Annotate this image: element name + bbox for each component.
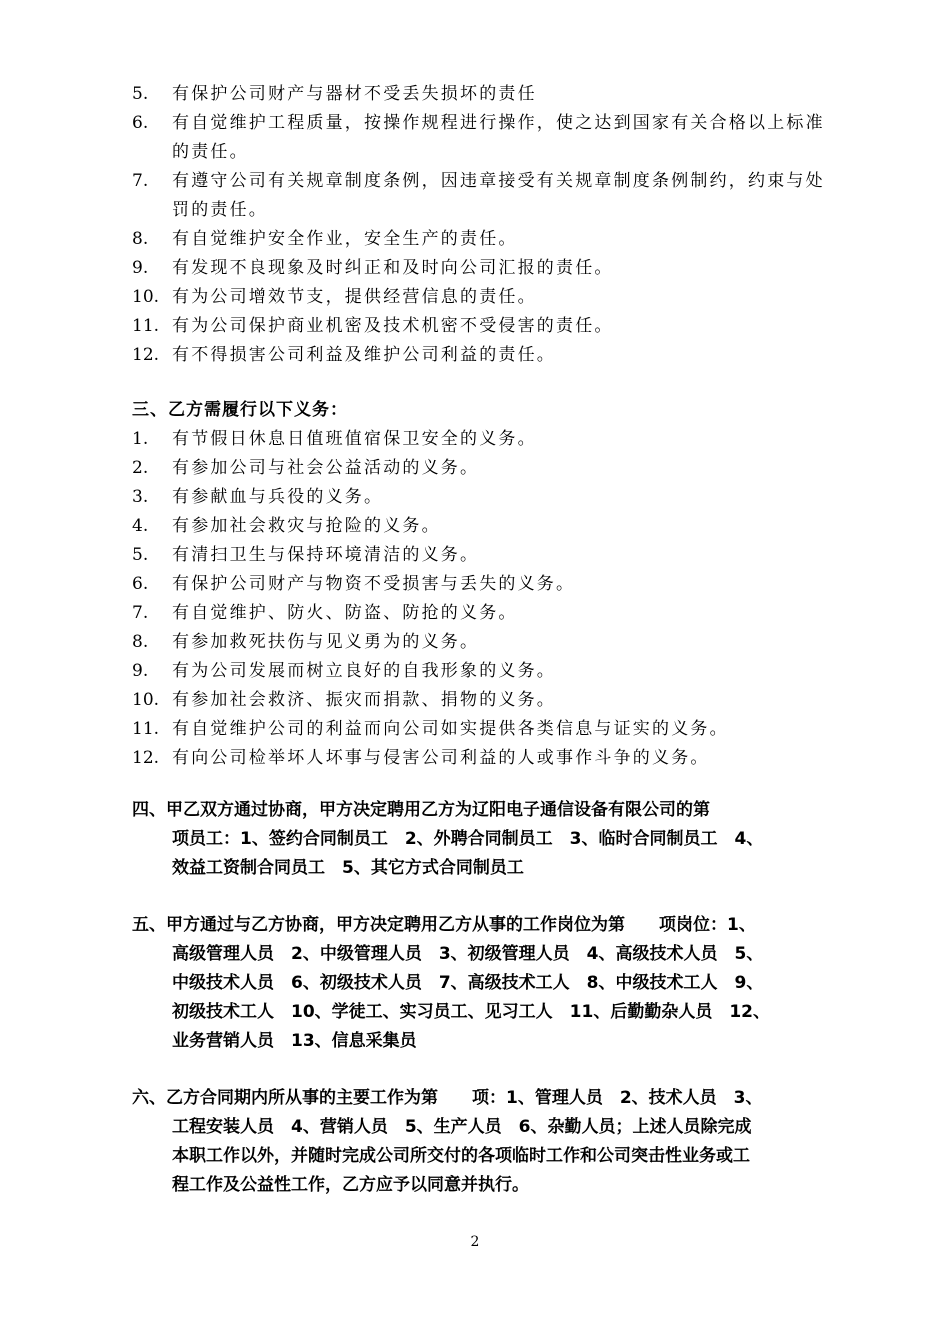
item-text: 有参加救死扶伤与见义勇为的义务。: [172, 632, 480, 652]
list-item: [132, 541, 832, 570]
list-item: [132, 80, 832, 109]
item-number: 8.: [132, 632, 149, 652]
list-item: [132, 109, 832, 167]
item-text: 有参加社会救济、振灾而捐款、捐物的义务。: [172, 690, 556, 710]
item-text: 有自觉维护安全作业，安全生产的责任。: [172, 229, 518, 249]
section-5-line: 业务营销人员 13、信息采集员: [172, 1031, 417, 1051]
list-item: [132, 425, 832, 454]
item-text: 有清扫卫生与保持环境清洁的义务。: [172, 545, 480, 565]
item-text: 有为公司发展而树立良好的自我形象的义务。: [172, 661, 556, 681]
page-number: 2: [470, 1234, 480, 1250]
section-6-line: 工程安装人员 4、营销人员 5、生产人员 6、杂勤人员；上述人员除完成: [172, 1117, 752, 1137]
item-number: 6.: [132, 113, 149, 133]
list-item: [132, 254, 832, 283]
item-text: 有向公司检举坏人坏事与侵害公司利益的人或事作斗争的义务。: [172, 748, 710, 768]
list-item: [132, 312, 832, 341]
list-item: [132, 454, 832, 483]
item-text: 有自觉维护工程质量，按操作规程进行操作，使之达到国家有关合格以上标准的责任。: [172, 113, 825, 162]
item-text: 有自觉维护、防火、防盗、防抢的义务。: [172, 603, 518, 623]
item-number: 8.: [132, 229, 149, 249]
section-5-line: 五、甲方通过与乙方协商，甲方决定聘用乙方从事的工作岗位为第 项岗位：1、: [132, 915, 756, 935]
section-5-paragraph: [132, 911, 826, 1056]
list-item: [132, 570, 832, 599]
list-item: [132, 512, 832, 541]
obligation-list: [132, 425, 832, 773]
item-number: 10.: [132, 690, 160, 710]
item-text: 有不得损害公司利益及维护公司利益的责任。: [172, 345, 556, 365]
section-3-heading: 三、乙方需履行以下义务：: [132, 400, 348, 420]
list-item: [132, 167, 832, 225]
item-text: 有参加社会救灾与抢险的义务。: [172, 516, 441, 536]
item-number: 5.: [132, 545, 149, 565]
section-4-line: 四、甲乙双方通过协商，甲方决定聘用乙方为辽阳电子通信设备有限公司的第: [132, 800, 710, 820]
item-number: 1.: [132, 429, 149, 449]
item-number: 12.: [132, 748, 160, 768]
item-text: 有遵守公司有关规章制度条例，因违章接受有关规章制度条例制约，约束与处罚的责任。: [172, 171, 825, 220]
section-6-paragraph: [132, 1084, 826, 1200]
responsibility-list: [132, 80, 832, 370]
list-item: [132, 715, 832, 744]
list-item: [132, 744, 832, 773]
item-number: 10.: [132, 287, 160, 307]
item-number: 6.: [132, 574, 149, 594]
section-5-line: 高级管理人员 2、中级管理人员 3、初级管理人员 4、高级技术人员 5、: [172, 944, 764, 964]
item-number: 12.: [132, 345, 160, 365]
section-6-line: 本职工作以外，并随时完成公司所交付的各项临时工作和公司突击性业务或工: [172, 1146, 750, 1166]
item-text: 有参加公司与社会公益活动的义务。: [172, 458, 480, 478]
item-text: 有节假日休息日值班值宿保卫安全的义务。: [172, 429, 537, 449]
section-4-line: 效益工资制合同员工 5、其它方式合同制员工: [172, 858, 524, 878]
section-6-line: 程工作及公益性工作，乙方应予以同意并执行。: [172, 1175, 529, 1195]
list-item: [132, 686, 832, 715]
item-number: 4.: [132, 516, 149, 536]
list-item: [132, 483, 832, 512]
item-text: 有参献血与兵役的义务。: [172, 487, 384, 507]
item-text: 有保护公司财产与物资不受损害与丢失的义务。: [172, 574, 576, 594]
list-item: [132, 657, 832, 686]
list-item: [132, 599, 832, 628]
list-item: [132, 225, 832, 254]
section-4-line: 项员工：1、签约合同制员工 2、外聘合同制员工 3、临时合同制员工 4、: [172, 829, 764, 849]
item-number: 3.: [132, 487, 149, 507]
item-number: 5.: [132, 84, 149, 104]
item-number: 7.: [132, 603, 149, 623]
item-number: 11.: [132, 316, 160, 336]
section-5-line: 初级技术工人 10、学徒工、实习员工、见习工人 11、后勤勤杂人员 12、: [172, 1002, 770, 1022]
list-item: [132, 341, 832, 370]
item-number: 9.: [132, 258, 149, 278]
item-number: 2.: [132, 458, 149, 478]
section-6-line: 六、乙方合同期内所从事的主要工作为第 项：1、管理人员 2、技术人员 3、: [132, 1088, 763, 1108]
list-item: [132, 283, 832, 312]
item-text: 有为公司增效节支，提供经营信息的责任。: [172, 287, 537, 307]
item-text: 有保护公司财产与器材不受丢失损坏的责任: [172, 84, 537, 104]
item-text: 有为公司保护商业机密及技术机密不受侵害的责任。: [172, 316, 614, 336]
item-number: 11.: [132, 719, 160, 739]
item-number: 9.: [132, 661, 149, 681]
item-text: 有自觉维护公司的利益而向公司如实提供各类信息与证实的义务。: [172, 719, 729, 739]
item-number: 7.: [132, 171, 149, 191]
list-item: [132, 628, 832, 657]
section-4-paragraph: [132, 796, 826, 883]
item-text: 有发现不良现象及时纠正和及时向公司汇报的责任。: [172, 258, 614, 278]
section-5-line: 中级技术人员 6、初级技术人员 7、高级技术工人 8、中级技术工人 9、: [172, 973, 764, 993]
